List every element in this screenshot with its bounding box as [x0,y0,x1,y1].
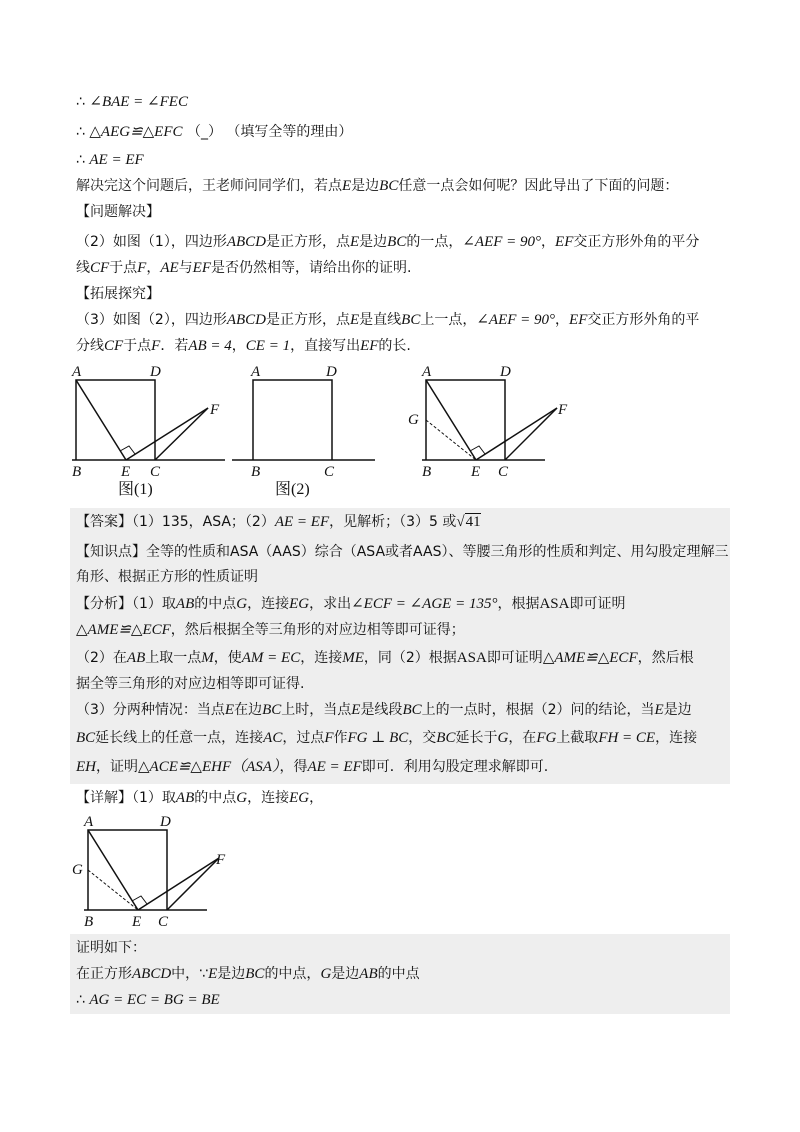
math: E [350,312,360,328]
blank-field: （_） [186,124,222,140]
text: 即可．利用勾股定理求解即可. [361,759,549,775]
text: ，根据 [497,596,540,612]
label-g: G [72,862,83,878]
math: AE = EF [307,759,362,775]
problem-2-line-1 [76,232,699,252]
label-d: D [150,364,161,380]
label-g: G [408,412,419,428]
line-transition [76,176,678,196]
math: ∠AEF = 90° [462,234,542,250]
text: 是否仍然相等，请给出你的证明. [211,260,412,276]
text: ，然后根据全等三角形的对应边相等即可证得； [170,622,465,638]
math: F [137,260,147,276]
text: 交正方形外角的平 [587,312,700,328]
text: ，在 [508,730,537,746]
label-d: D [326,364,337,380]
label-d: D [160,814,171,830]
text: 的长. [378,338,411,354]
math: △AME≌△ECF [76,622,171,638]
text: 的中点 [194,596,237,612]
math: EG [289,790,310,806]
text: （2）在 [76,650,127,666]
text: ．若 [160,338,189,354]
math: EH [76,759,96,775]
label-b: B [84,914,94,930]
label-a: A [251,364,261,380]
because-symbol: ∵ [199,966,209,982]
text: ， [541,234,556,250]
label-e: E [471,464,481,480]
math: AE [160,260,179,276]
line-congruent [76,122,352,142]
proof-line-2 [76,990,220,1010]
label-c: C [150,464,161,480]
text: （1）取 [132,790,176,806]
problem-3-line-2 [76,336,411,356]
math: AM = EC [241,650,301,666]
detail-line-1 [76,788,323,808]
knowledge-points-line-1 [76,542,728,562]
math: ∠AEF = 90° [476,312,556,328]
analysis-line-1 [76,594,625,614]
text: 是正方形，点 [266,234,350,250]
proof-line-1 [76,964,420,984]
text: 是线段 [360,702,403,718]
answer-line [76,512,481,532]
label-f: F [210,402,220,418]
answer-label: 【答案】 [76,514,132,530]
square-abcd [76,380,155,460]
math: CF [104,338,124,354]
therefore-symbol: ∴ [76,992,85,1008]
math: ASA [456,650,487,666]
math: BC [379,178,399,194]
text: ，交 [408,730,437,746]
text: ， [231,338,246,354]
math: BC [262,702,282,718]
label-b: B [422,464,432,480]
math: EF [192,260,211,276]
math: E [342,178,352,194]
label-b: B [72,464,82,480]
math: G [236,790,248,806]
text: 作 [333,730,348,746]
analysis-line-6 [76,728,697,748]
knowledge-label: 【知识点】 [76,544,146,560]
text: 是正方形，点 [266,312,350,328]
text: （2）如图（1），四边形 [76,234,227,250]
math: BC [402,702,422,718]
text: 上一点， [420,312,477,328]
label-c: C [324,464,335,480]
text: 的一点， [406,234,463,250]
knowledge-points-line-2: 角形、根据正方形的性质证明 [76,569,258,585]
math: AB [175,596,195,612]
math: BC [401,312,421,328]
math: CE = 1 [245,338,291,354]
text: 中， [171,966,200,982]
analysis-line-3 [76,648,694,668]
math: AC [263,730,283,746]
text: 解决完这个问题后，王老师问同学们，若点 [76,178,342,194]
math: ASA [539,596,570,612]
math: F [151,338,161,354]
text: ，连接 [300,650,343,666]
text: 在边 [234,702,263,718]
math: G [497,730,509,746]
math: EF [360,338,379,354]
proof-heading: 证明如下： [76,940,146,956]
math: EF [569,312,588,328]
label-a: A [84,814,94,830]
problem-2-line-2 [76,258,411,278]
text: ， [309,790,324,806]
math: BC [436,730,456,746]
text: 是边 [217,966,246,982]
math: M [201,650,214,666]
math: E [224,702,235,718]
math: AB [359,966,378,982]
math: E [208,966,218,982]
analysis-line-7 [76,757,548,777]
label-c: C [498,464,509,480]
text: 在正方形 [76,966,132,982]
hint-text: （填写全等的理由） [226,124,353,140]
math: AB [126,650,146,666]
detail-label: 【详解】 [76,790,132,806]
text: 上时，当点 [281,702,352,718]
math: E [654,702,664,718]
text: 全等的性质和ASA（AAS）综合（ASA或者AAS）、等腰三角形的性质和判定、用勾股定理解三 [146,544,729,560]
text: ， [555,312,570,328]
math: E [350,234,360,250]
text: 于点 [123,338,152,354]
text: ，求出 [309,596,352,612]
text: （3）如图（2），四边形 [76,312,227,328]
math: ABCD [132,966,172,982]
figure-caption: 图(2) [275,481,310,498]
text: 延长于 [455,730,498,746]
math: ABCD [226,234,266,250]
figure-caption: 图(1) [118,481,153,498]
math: BC [245,966,265,982]
math: CF [90,260,110,276]
text: ，然后根 [637,650,694,666]
text: ，见解析；（3）5 或 [329,514,457,530]
math-expr: ∠BAE = ∠FEC [89,94,188,110]
math: △ACE≌△EHF（ASA） [138,759,280,775]
segment-ae [76,380,126,460]
figure-3 [408,364,568,480]
math: BC [387,234,407,250]
figure-2 [232,364,375,498]
figures-row [60,360,580,502]
text: ，连接 [655,730,698,746]
segment-cf [155,408,208,460]
math: AE = EF [274,514,330,530]
label-e: E [121,464,131,480]
text: 是边 [663,702,692,718]
label-f: F [216,852,226,868]
label-a: A [72,364,82,380]
math: AB = 4 [188,338,232,354]
analysis-line-2 [76,620,465,640]
math: G [320,966,332,982]
section-heading-problem-solving: 【问题解决】 [76,204,160,220]
text: ，使 [213,650,242,666]
math: ME [342,650,364,666]
text: 交正方形外角的平分 [573,234,700,250]
text: （3）分两种情况：当点 [76,702,225,718]
segment-ef [476,408,557,460]
analysis-line-5 [76,700,692,720]
text: 是直线 [359,312,402,328]
therefore-symbol: ∴ [76,94,85,110]
math: EF [555,234,574,250]
text: 的中点 [194,790,237,806]
sqrt-symbol: √ [456,514,465,530]
text: 是边 [331,966,360,982]
text: 的中点 [377,966,420,982]
math: G [236,596,248,612]
sqrt-radicand: 41 [465,514,481,530]
label-d: D [500,364,511,380]
math: EG [289,596,310,612]
math: FG ⊥ BC [347,730,409,746]
math-expr: AE = EF [89,152,144,168]
math: BC [76,730,96,746]
math-expr: AG = EC = BG = BE [89,992,220,1008]
text: ，过点 [282,730,325,746]
label-a: A [422,364,432,380]
text: 上截取 [556,730,599,746]
math: △AME≌△ECF [542,650,638,666]
segment-ge-dashed [426,420,476,460]
text: 分线 [76,338,104,354]
text: 是边 [359,234,388,250]
analysis-label: 【分析】 [76,596,132,612]
label-e: E [132,914,142,930]
line-ae-ef [76,150,144,170]
text: （1）取 [132,596,176,612]
section-heading-extension: 【拓展探究】 [76,286,160,302]
text: ，连接 [247,596,290,612]
text: （1）135，ASA；（2） [132,514,275,530]
segment-ef [126,408,208,460]
text: 即可证明 [569,596,626,612]
line-angle-equal [76,92,188,112]
segment-ae [426,380,476,460]
text: ， [146,260,161,276]
label-c: C [158,914,169,930]
math: ∠ECF = ∠AGE = 135° [351,596,498,612]
segment-cf [505,408,557,460]
text: ，得 [279,759,308,775]
math: E [351,702,361,718]
text: 于点 [109,260,138,276]
math: FG [536,730,557,746]
text: 上的一点时，根据（2）问的结论，当 [421,702,655,718]
problem-3-line-1 [76,310,699,330]
therefore-symbol: ∴ [76,124,85,140]
math: ABCD [226,312,266,328]
math-expr: △AEG≌△EFC [89,124,183,140]
figure-1 [71,364,225,498]
square-abcd [426,380,505,460]
text: 是边 [351,178,380,194]
label-b: B [251,464,261,480]
text: 即可证明 [486,650,543,666]
text: 上取一点 [145,650,202,666]
figure-detail [72,812,226,930]
text: 任意一点会如何呢？因此导出了下面的问题： [398,178,679,194]
square-abcd [253,380,332,460]
math: F [324,730,334,746]
text: ，证明 [96,759,138,775]
text: 延长线上的任意一点，连接 [95,730,264,746]
analysis-line-4: 据全等三角形的对应边相等即可证得. [76,676,305,692]
text: ，同（2）根据 [363,650,457,666]
math: FH = CE [598,730,656,746]
text: 与 [178,260,193,276]
therefore-symbol: ∴ [76,152,85,168]
label-f: F [558,402,568,418]
math: AB [175,790,195,806]
text: 线 [76,260,90,276]
text: ，连接 [247,790,290,806]
text: ，直接写出 [290,338,361,354]
text: 的中点， [264,966,321,982]
